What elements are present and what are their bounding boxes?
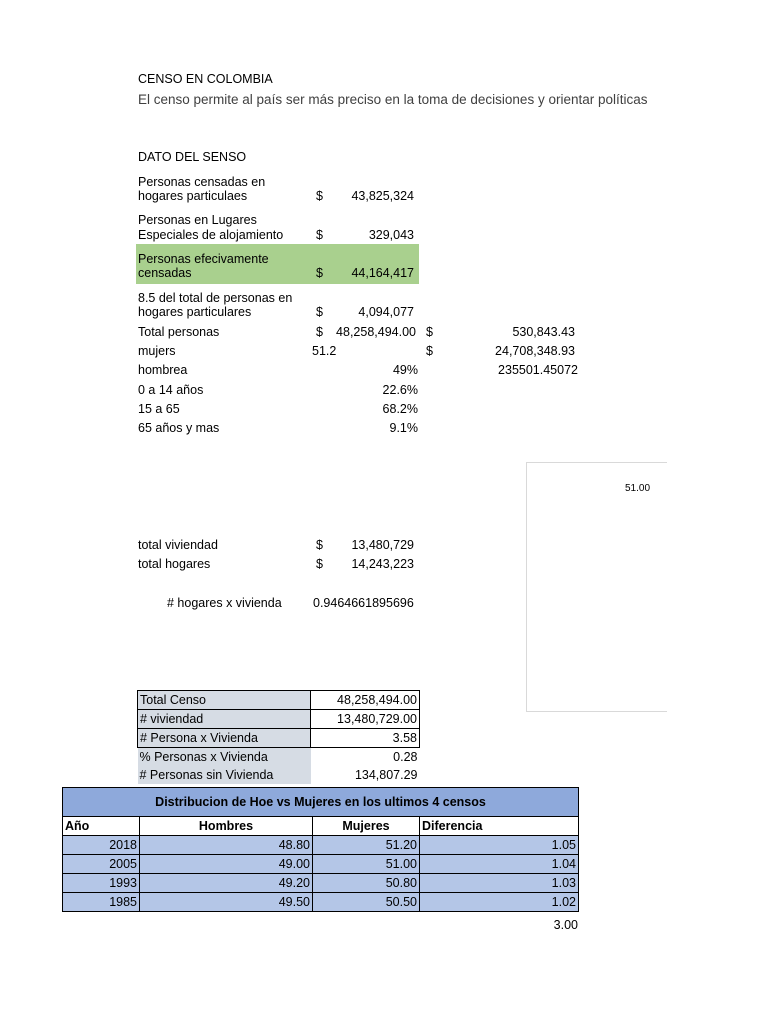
year-cell: 2005 bbox=[63, 855, 140, 874]
men-cell: 49.50 bbox=[140, 893, 313, 912]
age2-label: 15 a 65 bbox=[138, 402, 180, 416]
hombres-label: hombrea bbox=[138, 363, 188, 377]
censadas-label-1: Personas censadas en bbox=[138, 175, 266, 189]
lugares-label-2: Especiales de alojamiento bbox=[138, 228, 284, 242]
women-cell: 50.80 bbox=[313, 874, 420, 893]
hogares-label: total hogares bbox=[138, 557, 211, 571]
distribution-title: Distribucion de Hoe vs Mujeres en los ultimos 4 censos bbox=[63, 788, 579, 817]
hogares-currency: $ bbox=[316, 557, 323, 571]
distribution-header-row bbox=[63, 817, 579, 836]
summary-value: 48,258,494.00 bbox=[311, 691, 420, 710]
chart-data-label: 51.00 bbox=[625, 483, 651, 494]
total-label: Total personas bbox=[138, 325, 220, 339]
col-men: Hombres bbox=[140, 817, 313, 836]
table-row bbox=[63, 855, 579, 874]
ratio-label: # hogares x vivienda bbox=[167, 596, 282, 610]
hombres-value-2: 235501.45072 bbox=[498, 363, 578, 377]
mujeres-label: mujers bbox=[138, 344, 176, 358]
col-year: Año bbox=[63, 817, 140, 836]
hombres-value: 49% bbox=[392, 363, 418, 377]
mujeres-currency-2: $ bbox=[426, 344, 433, 358]
women-cell: 51.00 bbox=[313, 855, 420, 874]
age1-value: 22.6% bbox=[382, 383, 418, 397]
viviendas-currency: $ bbox=[316, 538, 323, 552]
summary-label: Total Censo bbox=[138, 691, 311, 710]
summary-row bbox=[138, 729, 420, 748]
total-value-2: 530,843.43 bbox=[512, 325, 575, 339]
women-cell: 51.20 bbox=[313, 836, 420, 855]
table-row bbox=[63, 893, 579, 912]
summary-label: # Persona x Vivienda bbox=[138, 729, 311, 748]
table-row bbox=[63, 836, 579, 855]
col-women: Mujeres bbox=[313, 817, 420, 836]
summary-label: # viviendad bbox=[138, 710, 311, 729]
col-difference: Diferencia bbox=[420, 817, 579, 836]
year-cell: 1985 bbox=[63, 893, 140, 912]
censadas-currency: $ bbox=[316, 189, 323, 203]
summary-row bbox=[138, 710, 420, 729]
chart-frame bbox=[526, 462, 667, 712]
difference-cell: 1.04 bbox=[420, 855, 579, 874]
distribution-table bbox=[62, 787, 579, 912]
censadas-value: 43,825,324 bbox=[351, 189, 414, 203]
censadas-label-2: hogares particulaes bbox=[138, 189, 248, 203]
section-title: DATO DEL SENSO bbox=[138, 150, 247, 164]
difference-cell: 1.02 bbox=[420, 893, 579, 912]
summary-value: 3.58 bbox=[311, 729, 420, 748]
men-cell: 49.20 bbox=[140, 874, 313, 893]
mujeres-value-2: 24,708,348.93 bbox=[495, 344, 575, 358]
efectivas-value: 44,164,417 bbox=[351, 266, 414, 280]
year-cell: 2018 bbox=[63, 836, 140, 855]
lugares-currency: $ bbox=[316, 228, 323, 242]
efectivas-label-1: Personas efecivamente bbox=[138, 252, 269, 266]
age2-value: 68.2% bbox=[382, 402, 418, 416]
porcentaje-value: 4,094,077 bbox=[358, 305, 414, 319]
porcentaje-currency: $ bbox=[316, 305, 323, 319]
ratio-value: 0.9464661895696 bbox=[313, 596, 414, 610]
age3-value: 9.1% bbox=[389, 421, 418, 435]
difference-total: 3.00 bbox=[553, 918, 578, 932]
summary-row bbox=[138, 691, 420, 710]
men-cell: 48.80 bbox=[140, 836, 313, 855]
page-description: El censo permite al país ser más preciso en la toma de decisiones y orientar políticas bbox=[138, 92, 648, 107]
difference-cell: 1.05 bbox=[420, 836, 579, 855]
efectivas-currency: $ bbox=[316, 266, 323, 280]
total-currency: $ bbox=[316, 325, 323, 339]
age1-label: 0 a 14 años bbox=[138, 383, 204, 397]
viviendas-label: total viviendad bbox=[138, 538, 218, 552]
summary-value: 13,480,729.00 bbox=[311, 710, 420, 729]
summary-label: % Personas x Vivienda bbox=[138, 748, 311, 767]
porcentaje-label-1: 8.5 del total de personas en bbox=[138, 291, 293, 305]
viviendas-value: 13,480,729 bbox=[351, 538, 414, 552]
porcentaje-label-2: hogares particulares bbox=[138, 305, 252, 319]
hogares-value: 14,243,223 bbox=[351, 557, 414, 571]
total-value: 48,258,494.00 bbox=[336, 325, 416, 339]
year-cell: 1993 bbox=[63, 874, 140, 893]
mujeres-value: 51.2 bbox=[312, 344, 337, 358]
efectivas-label-2: censadas bbox=[138, 266, 192, 280]
lugares-value: 329,043 bbox=[368, 228, 414, 242]
summary-table bbox=[137, 690, 420, 784]
men-cell: 49.00 bbox=[140, 855, 313, 874]
women-cell: 50.50 bbox=[313, 893, 420, 912]
summary-row bbox=[138, 766, 420, 784]
summary-label: # Personas sin Vivienda bbox=[138, 766, 311, 784]
total-currency-2: $ bbox=[426, 325, 433, 339]
page-title: CENSO EN COLOMBIA bbox=[138, 72, 273, 86]
age3-label: 65 años y mas bbox=[138, 421, 220, 435]
summary-value: 0.28 bbox=[393, 750, 418, 764]
table-row bbox=[63, 874, 579, 893]
difference-cell: 1.03 bbox=[420, 874, 579, 893]
lugares-label-1: Personas en Lugares bbox=[138, 213, 257, 227]
summary-row bbox=[138, 748, 420, 767]
summary-value: 134,807.29 bbox=[354, 768, 418, 782]
